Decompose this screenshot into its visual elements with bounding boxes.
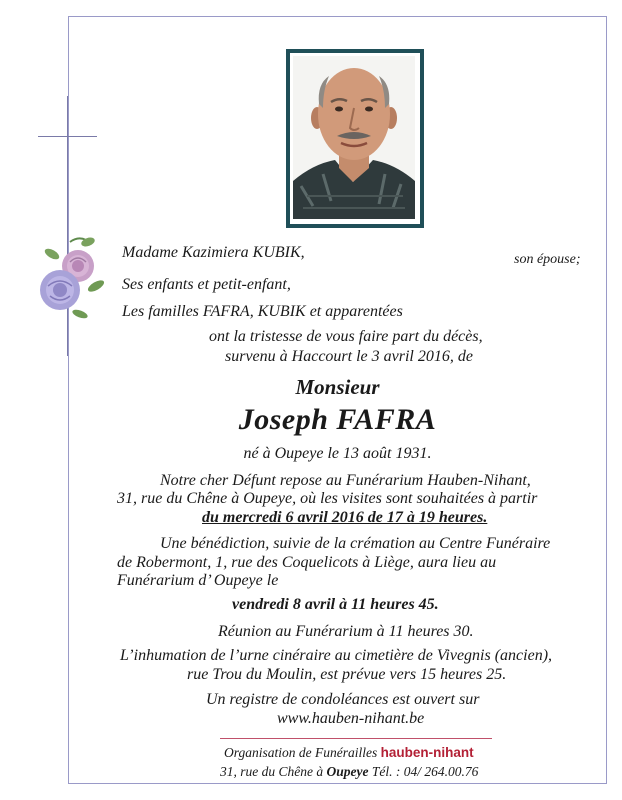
brand-logo: hauben-nihant [380,745,474,760]
ceremony-date: vendredi 8 avril à 11 heures 45. [232,596,439,613]
footer-phone: Tél. : 04/ 264.00.76 [371,764,479,779]
visitation-line-2: 31, rue du Chêne à Oupeye, où les visites sont souhaitées à partir [117,490,538,507]
footer-organisation [224,746,474,760]
spouse-role: son épouse; [514,252,581,267]
families-line: Les familles FAFRA, KUBIK et apparentées [122,303,403,320]
cross-horizontal-line [38,136,97,137]
portrait-photo [293,56,417,221]
portrait-photo-frame [286,49,424,228]
condolences-line: Un registre de condoléances est ouvert sur [206,691,480,708]
footer-address [220,765,478,779]
announcement-line-2: survenu à Haccourt le 3 avril 2016, de [225,348,473,365]
inhumation-line-1: L’inhumation de l’urne cinéraire au cimetière de Vivegnis (ancien), [120,647,553,664]
ceremony-line-2: de Robermont, 1, rue des Coquelicots à Liège, aura lieu au [117,554,497,571]
ceremony-line-1: Une bénédiction, suivie de la crémation au Centre Funéraire [160,535,551,552]
visitation-line-1: Notre cher Défunt repose au Funérarium Hauben-Nihant, [160,472,531,489]
condolences-url[interactable]: www.hauben-nihant.be [277,710,425,727]
ceremony-line-3: Funérarium d’ Oupeye le [117,572,279,589]
announcement-line-1: ont la tristesse de vous faire part du décès, [209,328,483,345]
footer-org-prefix: Organisation de Funérailles [224,745,378,760]
spouse-name: Madame Kazimiera KUBIK, [122,244,305,261]
footer-address-city: Oupeye [326,764,369,779]
meeting-line: Réunion au Funérarium à 11 heures 30. [218,623,474,640]
deceased-title: Monsieur [295,375,380,399]
birth-line: né à Oupeye le 13 août 1931. [243,445,432,462]
children-line: Ses enfants et petit-enfant, [122,276,291,293]
footer-address-prefix: 31, rue du Chêne à [220,764,324,779]
inhumation-line-2: rue Trou du Moulin, est prévue vers 15 heures 25. [187,666,507,683]
roses-decoration-icon [30,232,110,320]
deceased-name: Joseph FAFRA [238,403,437,436]
footer-divider [220,738,492,739]
visitation-dates: du mercredi 6 avril 2016 de 17 à 19 heures. [202,509,488,526]
